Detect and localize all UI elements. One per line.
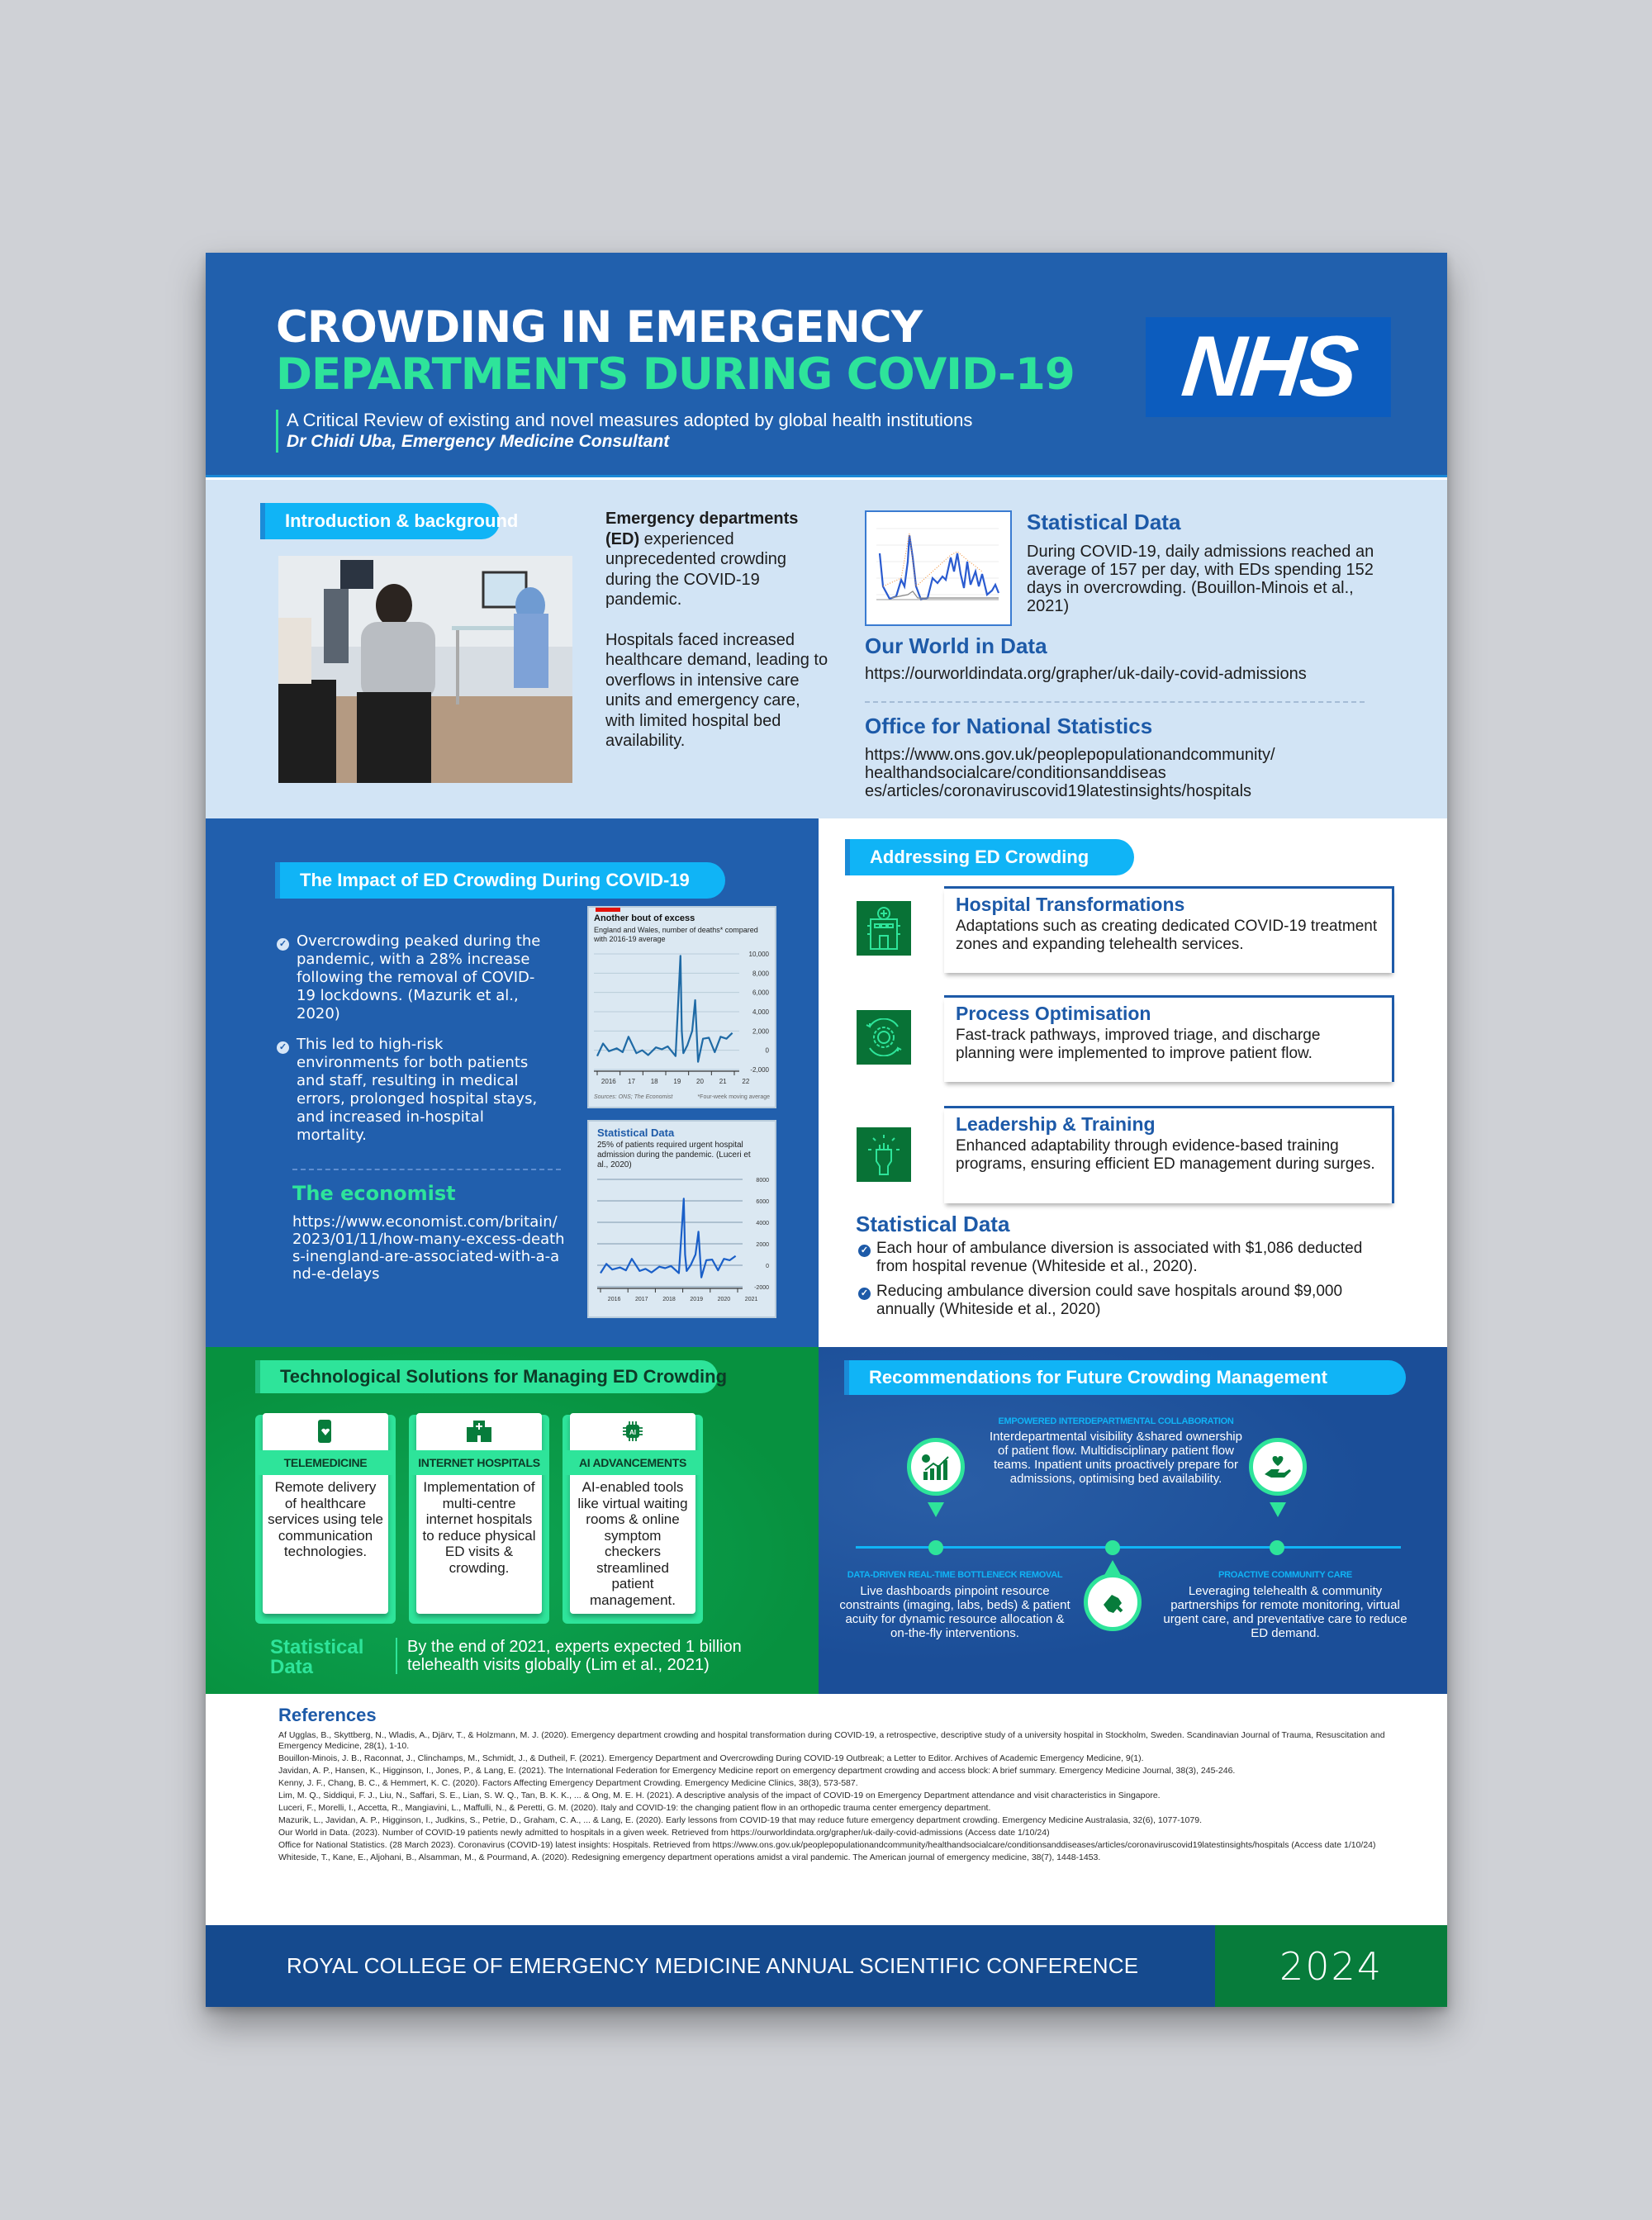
gear-cycle-icon — [857, 1010, 911, 1065]
y-tick-label: -2000 — [754, 1285, 769, 1291]
recommendations-pill: Recommendations for Future Crowding Management — [844, 1360, 1406, 1395]
reference-item: Office for National Statistics. (28 March 2023). Coronavirus (COVID-19) latest insights: Hospitals. Retrieved from https://www.ons.gov.uk/peoplepopulationandcommunity/healthandsocialcare/conditionsanddiseases/articles/coronaviruscovid19latestinsights/hospitals (Access date 1/10/24) — [278, 1840, 1376, 1850]
impact-pill: The Impact of ED Crowding During COVID-19 — [275, 862, 725, 899]
check-icon: ✓ — [277, 938, 289, 951]
reference-item: Af Ugglas, B., Skyttberg, N., Wladis, A., Djärv, T., & Holzmann, M. J. (2020). Emergency department crowding and hospital transformation during COVID-19, a retrospective, descriptive study of a university hospital in Stockholm, Sweden. Scandinavian Journal of Trauma, Resuscitation and Emergency Medicine, 28(1), 1-10. — [278, 1730, 1385, 1751]
y-tick-label: 0 — [765, 1046, 769, 1055]
rec-text-community-care: Leveraging telehealth & community partnerships for remote monitoring, virtual urgent care, and preventative care to reduce ED demand. — [1163, 1584, 1408, 1640]
urgent-admission-chart — [587, 1120, 776, 1318]
reference-item: Luceri, F., Morelli, I., Accetta, R., Mangiavini, L., Maffulli, N., & Peretti, G. M. (2020). Italy and COVID-19: the changing patient flow in an orthopedic trauma center emergency department. — [278, 1803, 991, 1813]
tech-stat-label-line-2: Data — [270, 1656, 314, 1678]
card-process-optimisation — [944, 995, 1394, 1082]
tech-card-internet-hospitals — [416, 1413, 542, 1614]
x-tick-label: 21 — [719, 1078, 727, 1085]
y-tick-label: 8,000 — [752, 970, 769, 978]
chart1-subtitle: England and Wales, number of deaths* compared with 2016-19 average — [594, 926, 758, 943]
rec-text-data-driven: Live dashboards pinpoint resource constraints (imaging, labs, beds) & patient acuity for dynamic resource allocation & on-the-fly interventions. — [839, 1584, 1070, 1640]
impact-section — [206, 818, 819, 1347]
tech-stat-label — [270, 1638, 363, 1677]
check-icon: ✓ — [858, 1245, 871, 1257]
reference-item: Mazurik, L., Javidan, A. P., Higginson, I., Judkins, S., Petrie, D., Graham, C. A., ... & Lang, E. (2020). Early lessons from COVID-19 that may reduce future emergency department crowding. Emergency Medicine Australasia, 32(6), 1077-1079. — [278, 1815, 1202, 1825]
addressing-stat-heading: Statistical Data — [856, 1212, 1010, 1236]
svg-text:AI: AI — [629, 1428, 636, 1436]
tech-card-label: INTERNET HOSPITALS — [409, 1450, 549, 1475]
recommendations-section — [819, 1347, 1447, 1694]
raised-fist-icon — [857, 1127, 911, 1182]
subtitle-block — [276, 410, 972, 453]
intro-section — [206, 480, 1447, 818]
tech-card-ai-advancements — [570, 1413, 695, 1614]
card-leadership-training — [944, 1106, 1394, 1203]
reference-item: Lim, M. Q., Siddiqui, F. J., Liu, N., Saffari, S. E., Lian, S. W. Q., Tan, B. K. K., ... & Ong, M. E. H. (2021). A descriptive analysis of the impact of COVID-19 on Emergency Department attendance and visit characteristics in Singapore. — [278, 1791, 1161, 1800]
y-tick-label: 6,000 — [752, 989, 769, 997]
chart1-footnote: *Four-week moving average — [697, 1094, 770, 1100]
chart1-source: Sources: ONS; The Economist — [594, 1094, 673, 1100]
reference-item: Our World in Data. (2023). Number of COVID-19 patients newly admitted to hospitals in a given week. Retrieved from https://ourworldindata.org/grapher/uk-daily-covid-admissions (Access date 1/10/24) — [278, 1828, 1050, 1838]
ons-url-line-2: healthandsocialcare/conditionsanddiseas — [865, 764, 1166, 782]
tech-card-text: Implementation of multi-centre internet hospitals to reduce physical ED visits & crowding. — [422, 1479, 536, 1576]
divider — [865, 701, 1365, 703]
nhs-logo — [1146, 317, 1391, 417]
ons-url-line-3: es/articles/coronaviruscovid19latestinsights/hospitals — [865, 782, 1252, 800]
chart1-title: Another bout of excess — [594, 913, 695, 923]
conference-year: 2024 — [1279, 1943, 1384, 1989]
author: Dr Chidi Uba, Emergency Medicine Consultant — [287, 432, 670, 451]
x-tick-label: 2021 — [744, 1297, 758, 1302]
card-text: Adaptations such as creating dedicated COVID-19 treatment zones and expanding telehealth services. — [956, 918, 1378, 953]
intro-stat-text: During COVID-19, daily admissions reached an average of 157 per day, with EDs spending 152 days in overcrowding. (Bouillon-Minois et al., 2021) — [1027, 543, 1374, 615]
ons-url-line-1: https://www.ons.gov.uk/peoplepopulationandcommunity/ — [865, 746, 1275, 764]
addressing-pill: Addressing ED Crowding — [845, 839, 1134, 875]
card-title: Hospital Transformations — [956, 894, 1185, 915]
x-tick-label: 18 — [650, 1078, 658, 1085]
intro-para-2: Hospitals faced increased healthcare demand, leading to overflows in intensive care units and emergency care, with limited hospital bed availability. — [605, 630, 828, 750]
nhs-logo-text: NHS — [1177, 319, 1360, 415]
title-line-2: DEPARTMENTS DURING COVID-19 — [276, 349, 1075, 400]
rec-title-collaboration: EMPOWERED INTERDEPARTMENTAL COLLABORATION — [998, 1416, 1234, 1426]
hospital-icon — [857, 901, 911, 956]
owid-url[interactable]: https://ourworldindata.org/grapher/uk-daily-covid-admissions — [865, 665, 1307, 683]
tech-card-telemedicine — [263, 1413, 388, 1614]
handshake-icon — [1084, 1573, 1142, 1631]
tech-card-text: AI-enabled tools like virtual waiting rooms & online symptom checkers streamlined patient management. — [577, 1479, 688, 1608]
pin-tail — [928, 1502, 944, 1517]
chart2-title: Statistical Data — [597, 1127, 675, 1139]
economist-url[interactable]: https://www.economist.com/britain/2023/01/11/how-many-excess-deaths-inengland-are-associated-with-a-and-e-delays — [292, 1213, 565, 1283]
hand-heart-icon — [1249, 1438, 1307, 1496]
footer-year-box — [1215, 1925, 1447, 2007]
references-section — [206, 1694, 1447, 1925]
y-tick-label: -2,000 — [750, 1066, 769, 1074]
intro-stat-heading: Statistical Data — [1027, 510, 1181, 534]
reference-item: Javidan, A. P., Hansen, K., Higginson, I., Jones, P., & Lang, E. (2021). The International Federation for Emergency Medicine report on emergency department crowding and access block: A brief summary. Emergency Medicine Journal, 38(3), 245-246. — [278, 1766, 1236, 1776]
reference-item: Bouillon-Minois, J. B., Raconnat, J., Clinchamps, M., Schmidt, J., & Dutheil, F. (2021). Emergency Department and Overcrowding During COVID-19 Outbreak; a Letter to Editor. Archives of Academic Emergency Medicine, 9(1). — [278, 1753, 1144, 1763]
y-tick-label: 2,000 — [752, 1027, 769, 1036]
poster — [206, 253, 1447, 2007]
hospital-admissions-chart-thumbnail — [865, 510, 1012, 626]
x-tick-label: 22 — [742, 1078, 750, 1085]
waiting-room-photo — [278, 556, 572, 783]
y-tick-label: 0 — [766, 1264, 769, 1269]
x-tick-label: 19 — [673, 1078, 681, 1085]
rec-title-data-driven: DATA-DRIVEN REAL-TIME BOTTLENECK REMOVAL — [847, 1570, 1063, 1580]
tech-solutions-section — [206, 1347, 819, 1694]
reference-item: Kenny, J. F., Chang, B. C., & Hemmert, K. C. (2020). Factors Affecting Emergency Department Crowding. Emergency Medicine Clinics, 38(3), 573-587. — [278, 1778, 858, 1788]
reference-list — [278, 1730, 1393, 1865]
tech-card-label: TELEMEDICINE — [255, 1450, 396, 1475]
phone-heart-icon — [263, 1413, 388, 1449]
references-heading: References — [278, 1705, 377, 1725]
card-hospital-transformations — [944, 886, 1394, 973]
divider — [292, 1169, 561, 1170]
x-tick-label: 20 — [696, 1078, 704, 1085]
x-tick-label: 2017 — [635, 1297, 648, 1302]
tech-card-label: AI ADVANCEMENTS — [563, 1450, 703, 1475]
x-tick-label: 2018 — [662, 1297, 676, 1302]
ai-chip-icon — [570, 1413, 695, 1449]
intro-pill: Introduction & background — [260, 503, 500, 539]
impact-bullet-1: Overcrowding peaked during the pandemic, with a 28% increase following the removal of COVID-19 lockdowns. (Mazurik et al., 2020) — [297, 932, 541, 1022]
excess-deaths-chart — [587, 906, 776, 1108]
x-tick-label: 2020 — [717, 1297, 731, 1302]
poster-header — [206, 253, 1447, 477]
check-icon: ✓ — [277, 1041, 289, 1054]
card-title: Leadership & Training — [956, 1113, 1156, 1135]
x-tick-label: 2016 — [607, 1297, 621, 1302]
growth-chart-icon — [907, 1438, 965, 1496]
tech-stat-label-line-1: Statistical — [270, 1636, 364, 1658]
rec-title-community-care: PROACTIVE COMMUNITY CARE — [1218, 1570, 1352, 1580]
ons-heading: Office for National Statistics — [865, 714, 1153, 738]
hospital-building-icon — [416, 1413, 542, 1449]
conference-name: ROYAL COLLEGE OF EMERGENCY MEDICINE ANNUAL SCIENTIFIC CONFERENCE — [287, 1953, 1139, 1978]
footer-conference-bar — [206, 1925, 1215, 2007]
x-tick-label: 17 — [628, 1078, 635, 1085]
y-tick-label: 4,000 — [752, 1008, 769, 1016]
y-tick-label: 4000 — [756, 1221, 769, 1226]
timeline-dot — [1270, 1540, 1284, 1555]
intro-text — [605, 509, 828, 771]
tech-stat-text: By the end of 2021, experts expected 1 billion telehealth visits globally (Lim et al., 2021) — [396, 1638, 759, 1674]
x-tick-label: 2016 — [601, 1078, 616, 1085]
card-title: Process Optimisation — [956, 1003, 1151, 1024]
reference-item: Whiteside, T., Kane, E., Aljohani, B., Alsamman, M., & Pourmand, A. (2020). Redesigning emergency department operations amidst a viral pandemic. The American journal of emergency medicine, 38(7), 1448-1453. — [278, 1852, 1101, 1862]
y-tick-label: 6000 — [756, 1199, 769, 1205]
y-tick-label: 10,000 — [748, 951, 769, 958]
chart1-plot — [589, 908, 775, 1107]
chart2-subtitle: 25% of patients required urgent hospital admission during the pandemic. (Luceri et al., 2020) — [597, 1141, 751, 1169]
tech-card-text: Remote delivery of healthcare services using tele communication technologies. — [268, 1479, 383, 1559]
y-tick-label: 2000 — [756, 1242, 769, 1248]
owid-heading: Our World in Data — [865, 633, 1047, 658]
series-line — [597, 956, 733, 1061]
rec-text-collaboration: Interdepartmental visibility &shared ownership of patient flow. Multidisciplinary patient flow teams. Inpatient units proactively prepare for admissions, optimising bed availability. — [990, 1430, 1242, 1486]
tech-column-internet-hospitals — [409, 1413, 549, 1624]
chart2-plot — [589, 1122, 775, 1316]
y-tick-label: 8000 — [756, 1178, 769, 1184]
addressing-stat-bullet-1: Each hour of ambulance diversion is associated with $1,086 deducted from hospital revenue (Whiteside et al., 2020). — [876, 1240, 1363, 1275]
title-line-1: CROWDING IN EMERGENCY — [276, 302, 923, 353]
addressing-section — [819, 818, 1447, 1347]
economist-heading: The economist — [292, 1182, 456, 1205]
impact-bullet-2: This led to high-risk environments for both patients and staff, resulting in medical errors, prolonged hospital stays, and increased in-hospital mortality. — [297, 1036, 538, 1144]
check-icon: ✓ — [858, 1288, 871, 1300]
card-text: Enhanced adaptability through evidence-based training programs, ensuring efficient ED management during surges. — [956, 1137, 1375, 1173]
intro-lead-bold: Emergency departments (ED) — [605, 510, 799, 548]
tech-column-telemedicine — [255, 1413, 396, 1624]
card-text: Fast-track pathways, improved triage, and discharge planning were implemented to improve patient flow. — [956, 1027, 1321, 1062]
x-tick-label: 2019 — [690, 1297, 703, 1302]
subtitle: A Critical Review of existing and novel measures adopted by global health institutions — [287, 410, 973, 430]
ons-url[interactable] — [865, 746, 1275, 800]
tech-column-ai-advancements — [563, 1413, 703, 1624]
timeline-dot — [928, 1540, 943, 1555]
addressing-stat-bullet-2: Reducing ambulance diversion could save hospitals around $9,000 annually (Whiteside et al., 2020) — [876, 1283, 1343, 1318]
pin-tail — [1270, 1502, 1286, 1517]
tech-pill: Technological Solutions for Managing ED Crowding — [255, 1360, 718, 1393]
timeline-dot — [1105, 1540, 1120, 1555]
intro-lead-rest: experienced unprecedented crowding during the COVID-19 pandemic. — [605, 529, 787, 609]
